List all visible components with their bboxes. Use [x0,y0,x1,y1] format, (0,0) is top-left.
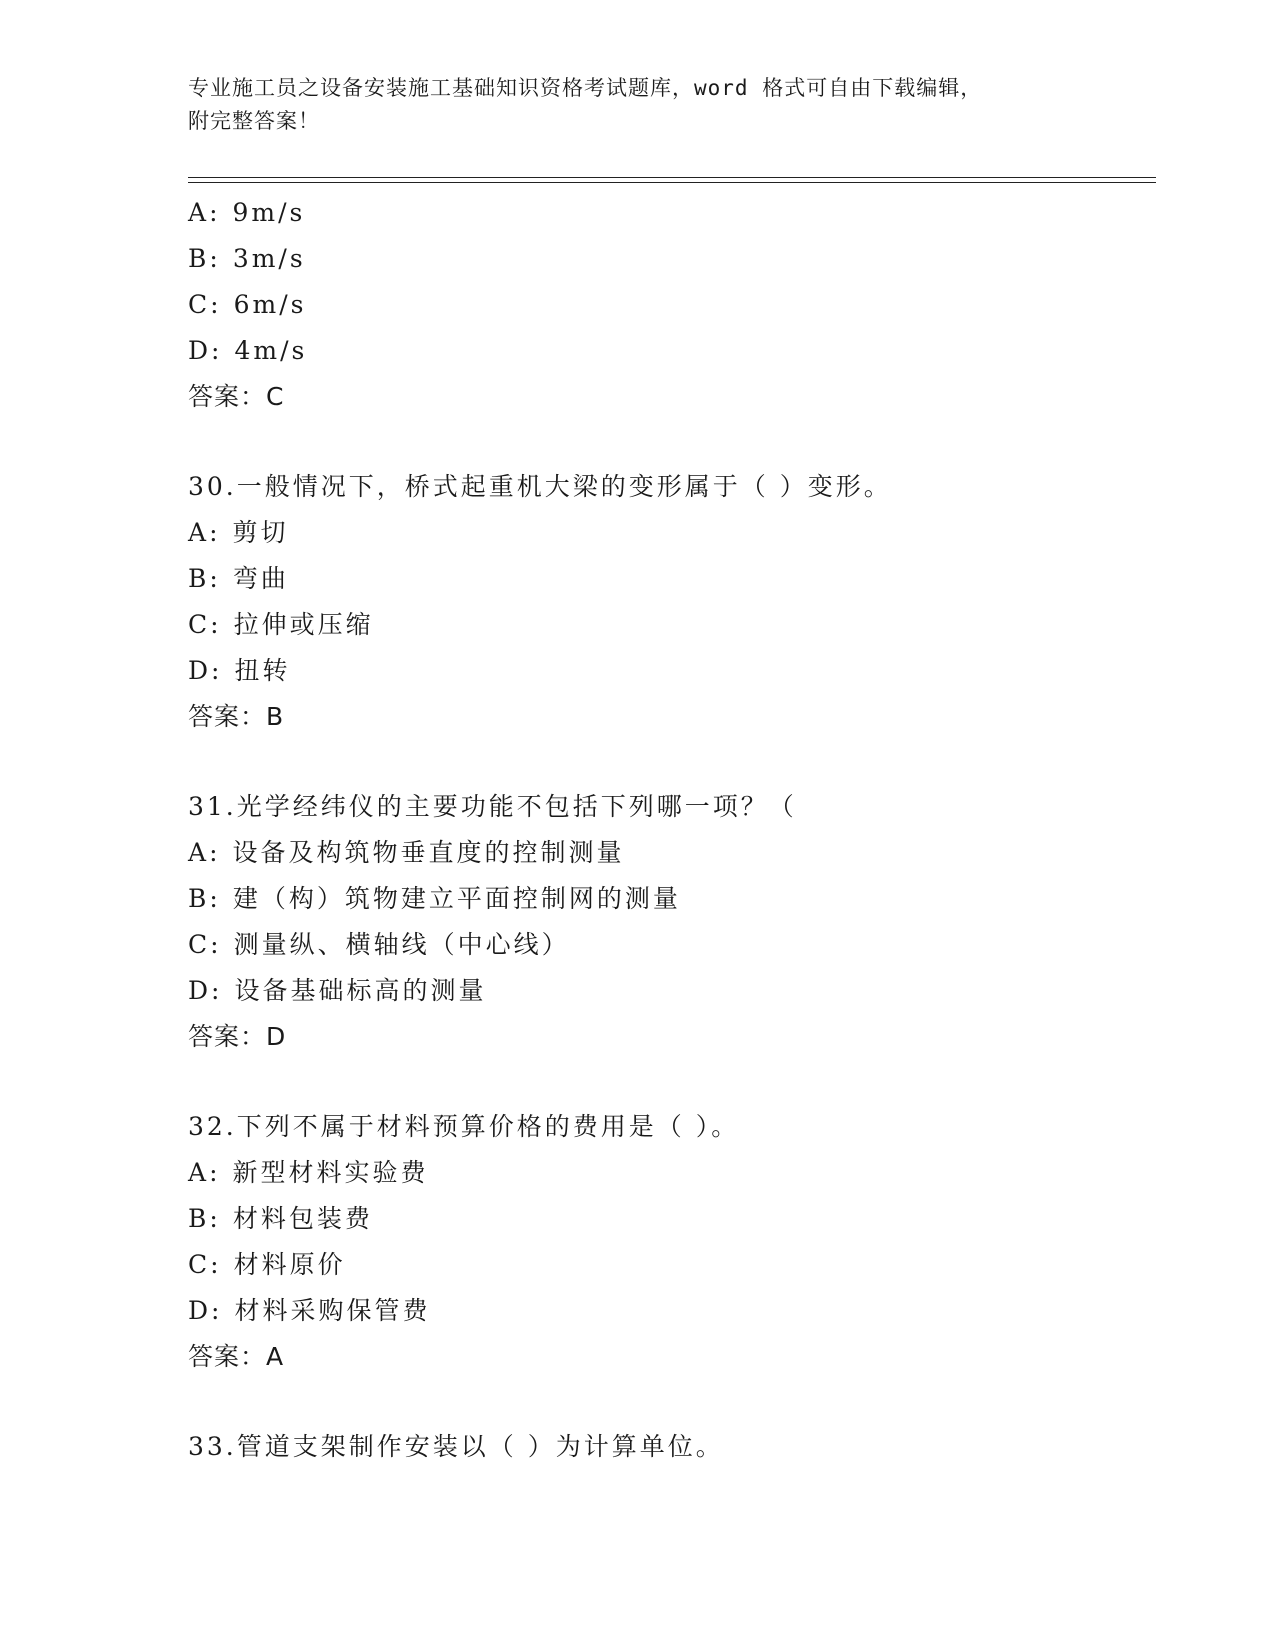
document-header [188,72,1088,138]
option-a: A: 剪切 [188,518,289,547]
question-30 [188,464,1148,740]
question-list [188,190,1148,1470]
option-c: C: 拉伸或压缩 [188,610,374,639]
option-a: A: 新型材料实验费 [188,1158,429,1187]
question-stem: 32.下列不属于材料预算价格的费用是（ ）。 [188,1112,740,1141]
question-31 [188,784,1148,1060]
header-line-1: 专业施工员之设备安装施工基础知识资格考试题库，word 格式可自由下载编辑， [188,76,983,100]
answer-line: 答案：C [188,382,285,411]
question-33 [188,1424,1148,1470]
question-stem: 30.一般情况下，桥式起重机大梁的变形属于（ ）变形。 [188,472,892,501]
spacer [188,740,1148,784]
option-a: A: 设备及构筑物垂直度的控制测量 [188,838,625,867]
answer-line: 答案：B [188,702,285,731]
option-a: A: 9m/s [188,198,306,227]
option-b: B: 材料包装费 [188,1204,373,1233]
option-d: D: 扭转 [188,656,291,685]
question-32 [188,1104,1148,1380]
option-c: C: 材料原价 [188,1250,346,1279]
answer-line: 答案：D [188,1022,287,1051]
spacer [188,420,1148,464]
option-d: D: 设备基础标高的测量 [188,976,487,1005]
question-stem: 33.管道支架制作安装以（ ）为计算单位。 [188,1432,724,1461]
header-line-2: 附完整答案！ [188,109,320,133]
option-b: B: 3m/s [188,244,306,273]
header-divider-bottom [188,182,1156,183]
spacer [188,1380,1148,1424]
option-b: B: 弯曲 [188,564,289,593]
question-29-continued [188,190,1148,420]
option-b: B: 建（构）筑物建立平面控制网的测量 [188,884,681,913]
option-d: D: 材料采购保管费 [188,1296,431,1325]
answer-line: 答案：A [188,1342,285,1371]
option-d: D: 4m/s [188,336,308,365]
header-divider-top [188,177,1156,178]
option-c: C: 测量纵、横轴线（中心线） [188,930,570,959]
option-c: C: 6m/s [188,290,307,319]
spacer [188,1060,1148,1104]
question-stem: 31.光学经纬仪的主要功能不包括下列哪一项？（ [188,792,797,821]
